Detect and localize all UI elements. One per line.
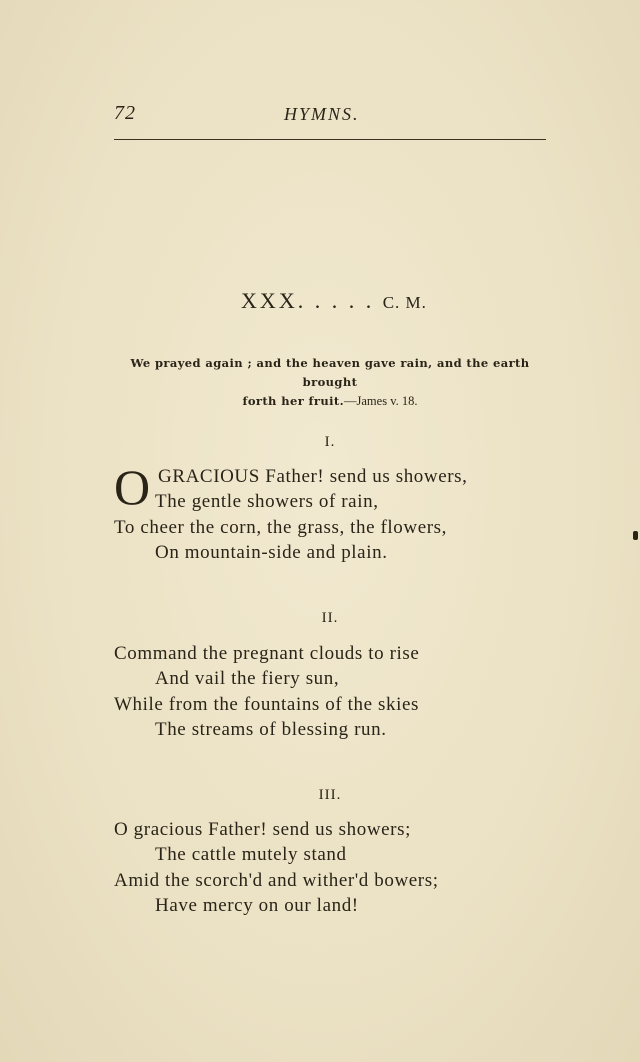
stanza-3-line-4: Have mercy on our land! [155, 894, 359, 916]
stanza-2-line-4: The streams of blessing run. [155, 718, 387, 740]
stanza-1 [114, 459, 554, 565]
stanza-1-line-1: GRACIOUS Father! send us showers, [158, 466, 468, 487]
page-edge-mark [633, 531, 638, 540]
stanza-2-line-1: Command the pregnant clouds to rise [114, 643, 420, 664]
stanza-2-line-2: And vail the fiery sun, [155, 668, 340, 690]
stanza-3-line-2: The cattle mutely stand [155, 844, 347, 866]
running-head: HYMNS. [284, 104, 360, 124]
stanza-1-line-4: On mountain-side and plain. [155, 541, 388, 563]
stanza-3 [114, 817, 554, 918]
page-header [114, 102, 546, 130]
stanza-number-2: II. [321, 610, 339, 626]
stanza-number-3: III. [318, 787, 342, 803]
stanza-1-line-3: To cheer the corn, the grass, the flowers, [114, 516, 448, 538]
epigraph-line-2: forth her fruit. [242, 394, 345, 408]
drop-cap: O [114, 459, 151, 515]
epigraph-line-1: We prayed again ; and the heaven gave rain, and the earth brought [130, 356, 530, 389]
header-rule [114, 139, 546, 140]
stanza-2 [114, 641, 554, 742]
epigraph [114, 354, 546, 411]
stanza-3-line-3: Amid the scorch'd and wither'd bowers; [114, 869, 439, 891]
stanza-2-line-3: While from the fountains of the skies [114, 693, 420, 715]
hymn-title [0, 288, 640, 314]
hymn-meter: C. M. [382, 293, 427, 312]
stanza-1-line-2: The gentle showers of rain, [155, 491, 379, 513]
stanza-number-1: I. [324, 434, 336, 450]
stanza-3-line-1: O gracious Father! send us showers; [114, 819, 411, 840]
page-number: 72 [114, 102, 136, 124]
hymn-number: XXX. . . . . [241, 288, 375, 313]
epigraph-citation: —James v. 18. [344, 394, 418, 408]
